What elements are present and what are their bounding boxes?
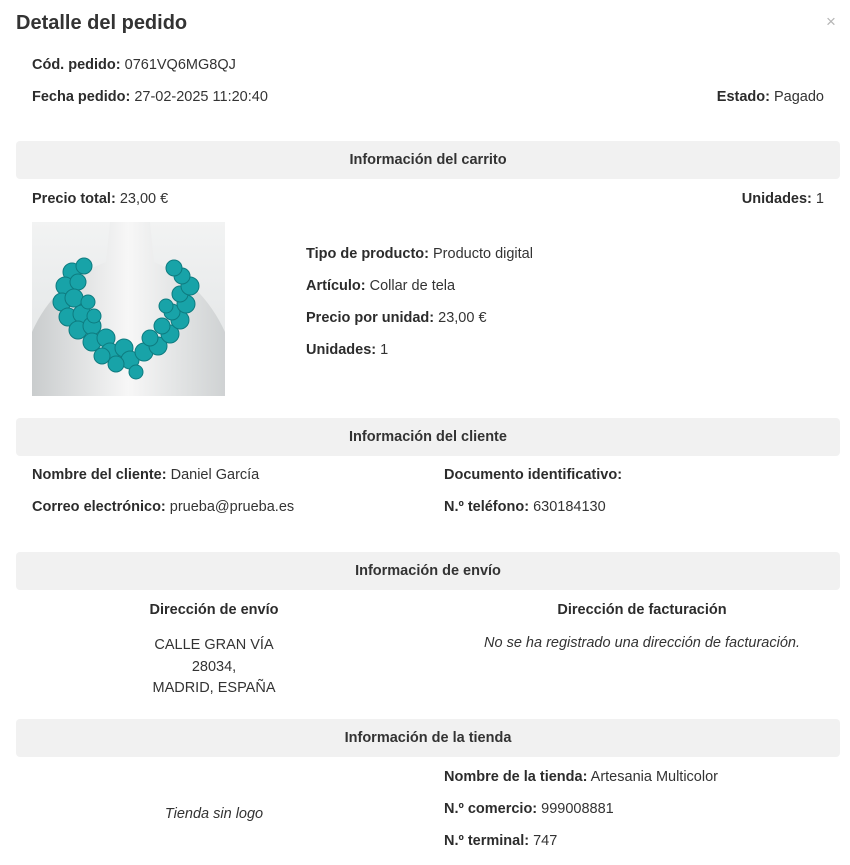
order-code [32, 57, 236, 73]
cart-total [32, 191, 168, 207]
shipping-address-heading-text: Dirección de envío [149, 602, 279, 618]
billing-address-heading [444, 602, 840, 618]
order-date [32, 89, 268, 105]
shipping-address-line: MADRID, ESPAÑA [152, 680, 276, 696]
store-name-value: Artesania Multicolor [590, 769, 718, 785]
store-name [444, 769, 718, 785]
shipping-section-header: Información de envío [16, 552, 840, 590]
shipping-address-line: CALLE GRAN VÍA [154, 637, 274, 653]
item-type [306, 246, 533, 262]
customer-email-value: prueba@prueba.es [169, 499, 295, 515]
customer-phone-value: 630184130 [533, 499, 606, 515]
customer-doc [444, 467, 622, 483]
item-type-label: Tipo de producto: [306, 246, 429, 262]
store-merchant-value: 999008881 [541, 801, 614, 817]
order-code-value: 0761VQ6MG8QJ [124, 57, 236, 73]
store-name-label: Nombre de la tienda: [444, 769, 588, 785]
item-units-label: Unidades: [306, 342, 377, 358]
billing-address-heading-text: Dirección de facturación [557, 602, 727, 618]
customer-phone-label: N.º teléfono: [444, 499, 530, 515]
order-status [717, 89, 824, 105]
order-code-label: Cód. pedido: [32, 57, 121, 73]
order-status-label: Estado: [716, 89, 770, 105]
billing-address-empty: No se ha registrado una dirección de facturación. [484, 635, 800, 651]
item-units [306, 342, 388, 358]
cart-units-label: Unidades: [741, 191, 812, 207]
shipping-address-line: 28034, [191, 658, 237, 675]
item-article-value: Collar de tela [369, 278, 456, 294]
order-status-value: Pagado [774, 89, 824, 105]
necklace-image-icon [32, 222, 225, 396]
customer-name [32, 467, 259, 483]
modal-title: Detalle del pedido [16, 12, 188, 34]
store-terminal-value: 747 [533, 833, 558, 849]
shipping-address-heading [16, 602, 412, 618]
item-type-value: Producto digital [433, 246, 533, 262]
customer-doc-label: Documento identificativo: [444, 467, 623, 483]
store-terminal [444, 833, 557, 849]
store-terminal-label: N.º terminal: [444, 833, 530, 849]
close-icon[interactable]: × [826, 12, 836, 31]
customer-email-label: Correo electrónico: [32, 499, 166, 515]
item-unit-price [306, 310, 487, 326]
customer-section-header: Información del cliente [16, 418, 840, 456]
product-image [32, 222, 225, 396]
order-date-label: Fecha pedido: [32, 89, 131, 105]
cart-units-value: 1 [815, 191, 824, 207]
order-date-value: 27-02-2025 11:20:40 [134, 89, 268, 105]
store-merchant-label: N.º comercio: [444, 801, 538, 817]
shipping-address [16, 635, 412, 700]
customer-name-label: Nombre del cliente: [32, 467, 167, 483]
customer-phone [444, 499, 606, 515]
item-units-value: 1 [380, 342, 389, 358]
item-article-label: Artículo: [306, 278, 366, 294]
store-merchant [444, 801, 614, 817]
cart-units [742, 191, 824, 207]
customer-email [32, 499, 294, 515]
cart-total-value: 23,00 € [119, 191, 169, 207]
item-unit-price-label: Precio por unidad: [306, 310, 435, 326]
cart-section-header: Información del carrito [16, 141, 840, 179]
store-no-logo: Tienda sin logo [164, 806, 264, 822]
item-unit-price-value: 23,00 € [438, 310, 487, 326]
cart-total-label: Precio total: [32, 191, 116, 207]
customer-name-value: Daniel García [170, 467, 260, 483]
item-article [306, 278, 455, 294]
store-section-header: Información de la tienda [16, 719, 840, 757]
